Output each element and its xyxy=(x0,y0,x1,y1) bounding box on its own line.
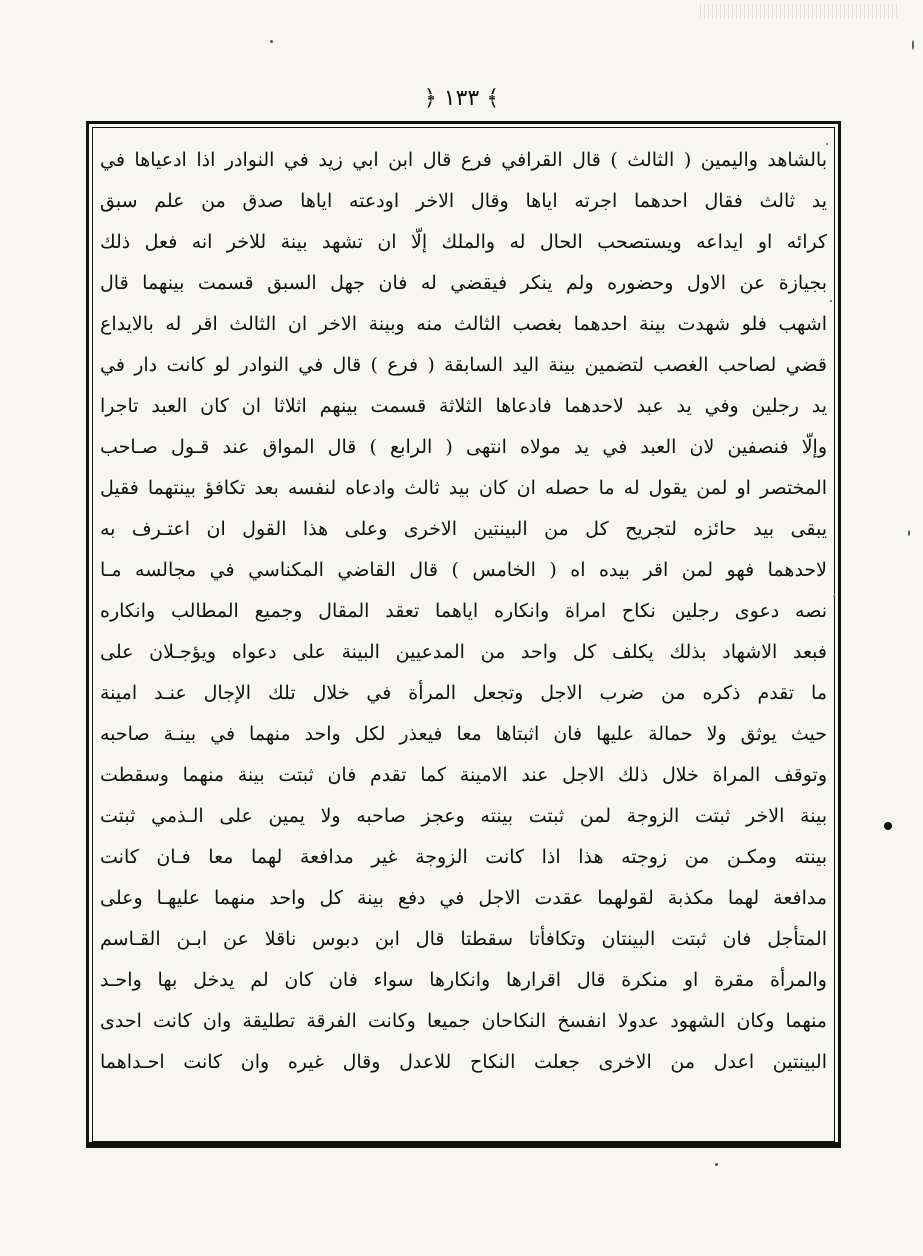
scan-noise xyxy=(700,4,900,18)
speck xyxy=(715,1163,718,1166)
page-border-bottom xyxy=(86,1142,841,1148)
text-line: اشهب فلو شهدت بينة احدهما بغصب الثالث منه وبينة الاخر ان الثالث اقر له بالايداع xyxy=(100,313,827,335)
text-line: كرائه او ايداعه ويستصحب الحال له والملك إلّا ان تشهد بينة للاخر انه فعل ذلك xyxy=(100,231,827,253)
text-line: وإلّا فنصفين لان العبد في يد مولاه انتهى ( الرابع ) قال المواق عند قـول صـاحب xyxy=(100,436,827,458)
text-line: فبعد الاشهاد بذلك يكلف كل واحد من المدعيين البينة على دعواه ويؤجـلان على xyxy=(100,641,827,663)
text-line: ما تقدم ذكره من ضرب الاجل وتجعل المرأة في خلال تلك الإجال عنـد امينة xyxy=(100,682,827,704)
page-number: ﴾ ١٣٣ ﴿ xyxy=(423,86,500,111)
margin-mark: ، xyxy=(832,586,836,600)
text-line: نصه دعوى رجلين نكاح امراة وانكاره اياهما تعقد المقال وجميع المطالب وانكاره xyxy=(100,600,827,622)
text-line: يبقى بيد حائزه لتجريح كل من البينتين الاخرى وعلى هذا القول ان اعتـرف به xyxy=(100,518,827,540)
text-line: البينتين اعدل من الاخرى جعلت النكاح للاعدل وقال غيره وان كانت احـداهما xyxy=(100,1051,827,1073)
text-line: يد ثالث فقال احدهما اجرته اياها وقال الاخر اودعته اياها صدق من علم سبق xyxy=(100,190,827,212)
text-line: والمرأة مقرة او منكرة قال اقرارها وانكارها سواء فان كان لم يدخل بها واحـد xyxy=(100,969,827,991)
text-line: المتأجل فان ثبتت البينتان وتكافأتا سقطتا قال ابن دبوس ناقلا عن ابـن القـاسم xyxy=(100,928,827,950)
text-line: منهما وكان الشهود عدولا انفسخ النكاحان جميعا وكانت الفرقة تطليقة وان كانت احدى xyxy=(100,1010,827,1032)
text-line: حيث يوثق ولا حمالة عليها فان اثبتاها معا فيعذر لكل واحد منهما في بينـة صاحبه xyxy=(100,723,827,745)
speck xyxy=(912,40,914,50)
speck xyxy=(908,530,910,536)
text-line: بينته ومكـن من زوجته هذا اذا كانت الزوجة غير مدافعة لهما معا فـان كانت xyxy=(100,846,827,868)
text-line: وتوقف المراة خلال ذلك الاجل عند الامينة كما تقدم فان ثبتت بينة منهما وسقطت xyxy=(100,764,827,786)
text-line: قضي لصاحب الغصب لتضمين بينة اليد السابقة ( فرع ) قال في النوادر لو كانت دار في xyxy=(100,354,827,376)
text-body xyxy=(100,140,827,1130)
text-line: بالشاهد واليمين ( الثالث ) قال القرافي فرع قال ابن ابي زيد في النوادر اذا ادعياها في xyxy=(100,149,827,171)
text-line: مدافعة لهما مكذبة لقولهما عقدت الاجل في دفع بينة كل واحد منهما عليهـا وعلى xyxy=(100,887,827,909)
text-line: يد رجلين وفي يد عبد لاحدهما فادعاها الثلاثة قسمت بينهم اثلاثا ان كان العبد تاجرا xyxy=(100,395,827,417)
text-line: لاحدهما فهو لمن اقر بيده اه ( الخامس ) قال القاضي المكناسي في مجالسه مـا xyxy=(100,559,827,581)
margin-dot xyxy=(884,822,892,830)
speck xyxy=(270,40,273,43)
text-line: بينة الاخر ثبتت الزوجة لمن ثبتت بينته وعجز صاحبه ولا يمين على الـذمي ثبتت xyxy=(100,805,827,827)
text-line: بجيازة عن الاول وحضوره ولم ينكر فيقضي له فان جهل السبق قسمت بينهما قال xyxy=(100,272,827,294)
text-line: المختصر او لمن يقول له ما حصله ان كان بيد ثالث وادعاه لنفسه بعد تكافؤ بينتهما فقيل xyxy=(100,477,827,499)
